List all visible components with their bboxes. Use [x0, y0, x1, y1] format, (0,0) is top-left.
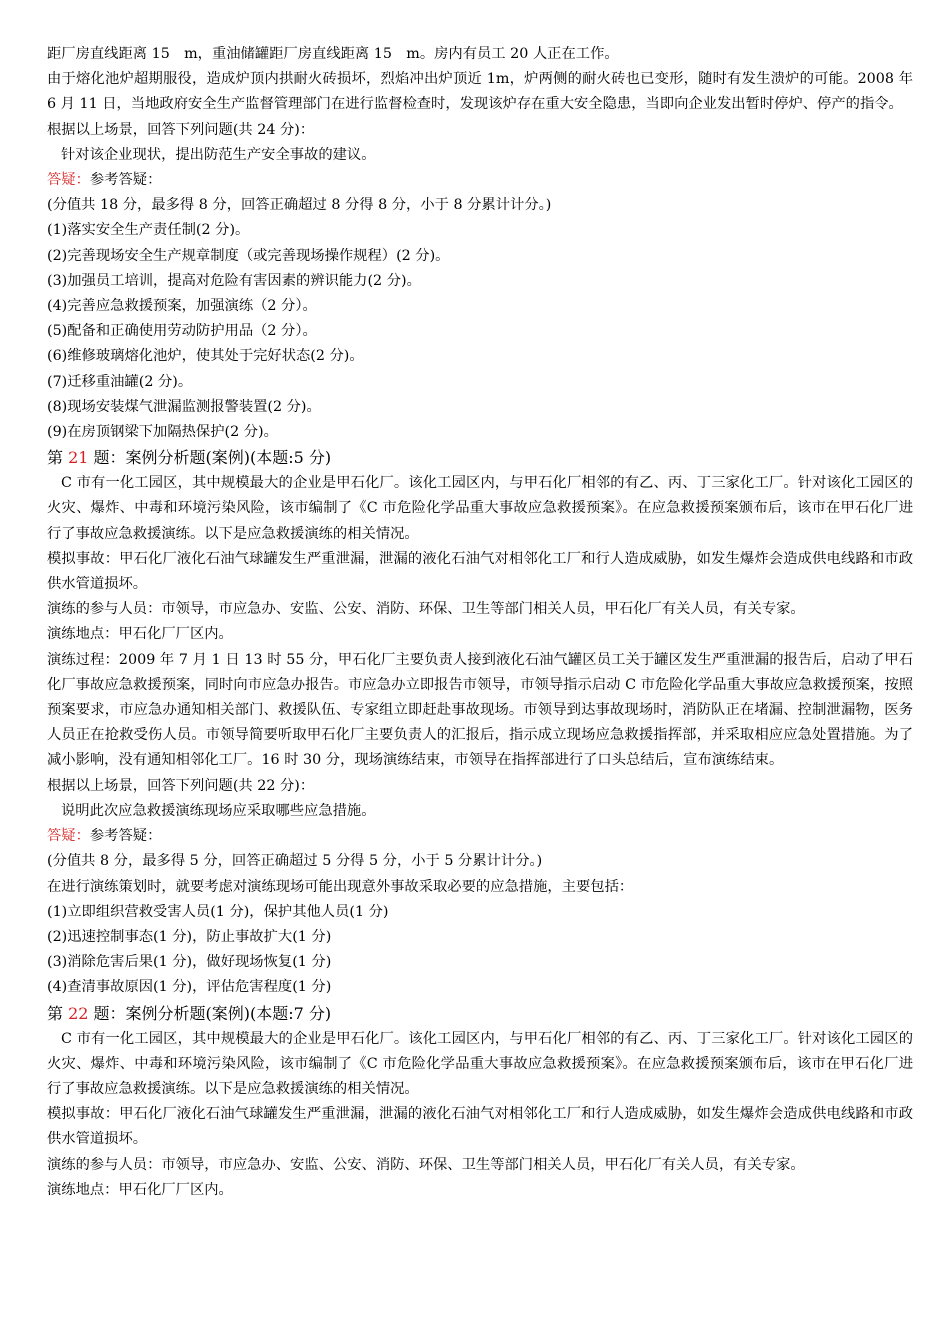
drill-location: 演练地点：甲石化厂厂区内。 — [47, 1181, 233, 1198]
question-text: 针对该企业现状，提出防范生产安全事故的建议。 — [61, 146, 376, 163]
answer-item: (2)完善现场安全生产规章制度（或完善现场操作规程）(2 分)。 — [47, 247, 450, 264]
heading-suffix: 题：案例分析题(案例)(本题:7 分) — [88, 1003, 332, 1023]
case-intro: C 市有一化工园区，其中规模最大的企业是甲石化厂。该化工园区内，与甲石化厂相邻的有乙、丙、丁三家化工厂。针对该化工园区的火灾、爆炸、中毒和环境污染风险，该市编制了《C 市危险化学品重大事故应急救援预案》。在应急救援预案颁布后，该市在甲石化厂进行了事故应急救援演练。以下是应急救援演练的相关情况。 — [47, 475, 913, 542]
drill-process: 演练过程：2009 年 7 月 1 日 13 时 55 分，甲石化厂主要负责人接到液化石油气罐区员工关于罐区发生严重泄漏的报告后，启动了甲石化厂事故应急救援预案，同时向市应急办报告。市应急办立即报告市领导，市领导指示启动 C 市危险化学品重大事故应急救援预案，按照预案要求，市应急办通知相关部门、救援队伍、专家组立即赶赴事故现场。市领导到达事故现场时，消防队正在堵漏、控制泄漏物，医务人员正在抢救受伤人员。市领导简要听取甲石化厂主要负责人的汇报后，指示成立现场应急救援指挥部，并采取相应应急处置措施。为了减小影响，没有通知相邻化工厂。16 时 30 分，现场演练结束，市领导在指挥部进行了口头总结后，宣布演练结束。 — [47, 651, 913, 769]
answer-label: 答疑： — [47, 172, 90, 189]
score-note: (分值共 18 分，最多得 8 分，回答正确超过 8 分得 8 分，小于 8 分累计计分。) — [47, 197, 552, 214]
answer-intro: 参考答疑： — [89, 828, 162, 845]
answer-item: (3)加强员工培训，提高对危险有害因素的辨识能力(2 分)。 — [47, 272, 421, 289]
score-note: (分值共 8 分，最多得 5 分，回答正确超过 5 分得 5 分，小于 5 分累计计分。) — [47, 853, 543, 870]
question-number: 22 — [68, 1003, 89, 1023]
drill-participants: 演练的参与人员：市领导，市应急办、安监、公安、消防、环保、卫生等部门相关人员，甲石化厂有关人员，有关专家。 — [47, 601, 805, 618]
question-heading-22 — [47, 1001, 913, 1027]
answer-header — [47, 824, 913, 849]
heading-suffix: 题：案例分析题(案例)(本题:5 分) — [88, 448, 332, 468]
answer-intro: 参考答疑： — [89, 172, 162, 189]
drill-location: 演练地点：甲石化厂厂区内。 — [47, 626, 233, 643]
answer-item: (4)查清事故原因(1 分)，评估危害程度(1 分) — [47, 979, 332, 996]
answer-label: 答疑： — [47, 828, 90, 845]
answer-header — [47, 168, 913, 193]
simulated-accident: 模拟事故：甲石化厂液化石油气球罐发生严重泄漏，泄漏的液化石油气对相邻化工厂和行人造成威胁，如发生爆炸会造成供电线路和市政供水管道损坏。 — [47, 1106, 913, 1148]
answer-item: (5)配备和正确使用劳动防护用品（2 分）。 — [47, 323, 317, 340]
answer-item: (9)在房顶钢梁下加隔热保护(2 分)。 — [47, 424, 278, 441]
answer-item: (7)迁移重油罐(2 分)。 — [47, 373, 193, 390]
answer-item: (6)维修玻璃熔化池炉，使其处于完好状态(2 分)。 — [47, 348, 364, 365]
answer-item: (2)迅速控制事态(1 分)，防止事故扩大(1 分) — [47, 928, 332, 945]
answer-item: (3)消除危害后果(1 分)，做好现场恢复(1 分) — [47, 954, 332, 971]
question-prompt: 根据以上场景，回答下列问题(共 24 分)： — [47, 121, 315, 138]
text-line: 距厂房直线距离 15 m，重油储罐距厂房直线距离 15 m。房内有员工 20 人正在工作。 — [47, 46, 619, 62]
document-page — [47, 42, 913, 1203]
question-text: 说明此次应急救援演练现场应采取哪些应急措施。 — [61, 802, 376, 819]
heading-prefix: 第 — [47, 448, 69, 468]
simulated-accident: 模拟事故：甲石化厂液化石油气球罐发生严重泄漏，泄漏的液化石油气对相邻化工厂和行人造成威胁，如发生爆炸会造成供电线路和市政供水管道损坏。 — [47, 550, 913, 593]
answer-item: (4)完善应急救援预案，加强演练（2 分）。 — [47, 298, 317, 315]
case-intro: C 市有一化工园区，其中规模最大的企业是甲石化厂。该化工园区内，与甲石化厂相邻的有乙、丙、丁三家化工厂。针对该化工园区的火灾、爆炸、中毒和环境污染风险，该市编制了《C 市危险化学品重大事故应急救援预案》。在应急救援预案颁布后，该市在甲石化厂进行了事故应急救援演练。以下是应急救援演练的相关情况。 — [47, 1030, 913, 1097]
paragraph: 由于熔化池炉超期服役，造成炉顶内拱耐火砖损坏，烈焰冲出炉顶近 1m，炉两侧的耐火砖也已变形，随时有发生溃炉的可能。2008 年 6 月 11 日，当地政府安全生产监督管理部门在进行监督检查时，发现该炉存在重大安全隐患，当即向企业发出暂时停炉、停产的指令。 — [47, 71, 913, 113]
answer-item: (8)现场安装煤气泄漏监测报警装置(2 分)。 — [47, 398, 321, 415]
question-prompt: 根据以上场景，回答下列问题(共 22 分)： — [47, 777, 315, 794]
answer-item: (1)立即组织营救受害人员(1 分)，保护其他人员(1 分) — [47, 903, 389, 920]
question-number: 21 — [68, 448, 89, 468]
question-heading-21 — [47, 445, 913, 471]
heading-prefix: 第 — [47, 1003, 69, 1023]
answer-item: (1)落实安全生产责任制(2 分)。 — [47, 222, 250, 239]
answer-lead: 在进行演练策划时，就要考虑对演练现场可能出现意外事故采取必要的应急措施，主要包括： — [47, 878, 634, 895]
drill-participants: 演练的参与人员：市领导，市应急办、安监、公安、消防、环保、卫生等部门相关人员，甲石化厂有关人员，有关专家。 — [47, 1156, 805, 1173]
